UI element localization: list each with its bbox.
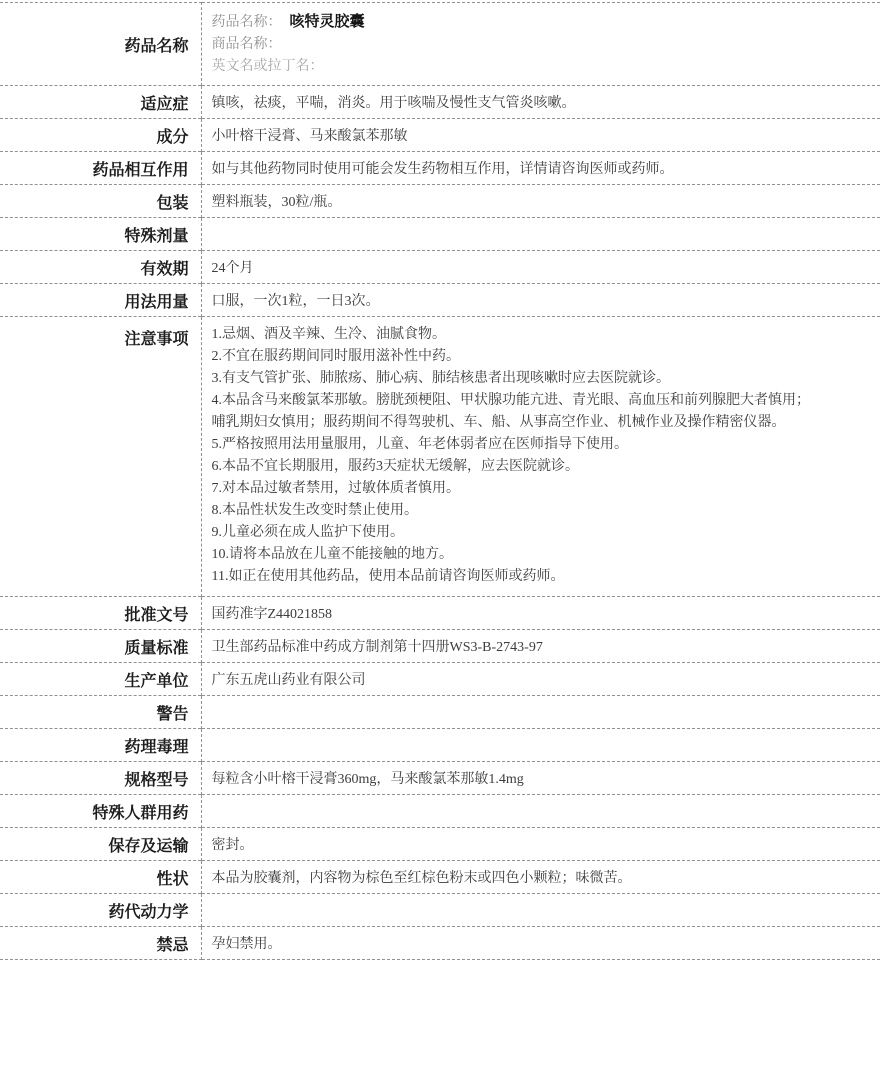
precaution-item: 7.对本品过敏者禁用，过敏体质者慎用。 bbox=[211, 481, 460, 496]
row-label: 特殊人群用药 bbox=[0, 795, 201, 828]
trade-name-line: 商品名称： bbox=[211, 36, 282, 52]
row-label: 药理毒理 bbox=[0, 729, 201, 762]
row-label: 质量标准 bbox=[0, 630, 201, 663]
row-manufacturer bbox=[0, 663, 880, 696]
row-storage-transport bbox=[0, 828, 880, 861]
row-label: 适应症 bbox=[0, 86, 201, 119]
row-value: 24个月 bbox=[201, 251, 880, 284]
row-value: 国药准字Z44021858 bbox=[201, 597, 880, 630]
row-contraindications bbox=[0, 927, 880, 960]
precautions-list bbox=[212, 324, 812, 588]
row-value: 卫生部药品标准中药成方制剂第十四册WS3-B-2743-97 bbox=[201, 630, 880, 663]
row-pharmacology-toxicology bbox=[0, 729, 880, 762]
precaution-item: 2.不宜在服药期间同时服用滋补性中药。 bbox=[211, 349, 460, 364]
precaution-item: 8.本品性状发生改变时禁止使用。 bbox=[211, 503, 418, 518]
row-specification bbox=[0, 762, 880, 795]
row-label: 用法用量 bbox=[0, 284, 201, 317]
row-approval-number bbox=[0, 597, 880, 630]
row-pharmacokinetics bbox=[0, 894, 880, 927]
row-label: 药品名称 bbox=[0, 3, 201, 86]
row-label: 批准文号 bbox=[0, 597, 201, 630]
row-value: 每粒含小叶榕干浸膏360mg，马来酸氯苯那敏1.4mg bbox=[201, 762, 880, 795]
precaution-item: 11.如正在使用其他药品，使用本品前请咨询医师或药师。 bbox=[211, 569, 565, 584]
row-value bbox=[201, 696, 880, 729]
row-label: 药代动力学 bbox=[0, 894, 201, 927]
drug-name-line bbox=[212, 11, 871, 34]
row-indications bbox=[0, 86, 880, 119]
row-packaging bbox=[0, 185, 880, 218]
drug-name-value: 咳特灵胶囊 bbox=[289, 13, 365, 30]
row-value bbox=[201, 317, 880, 597]
row-value bbox=[201, 894, 880, 927]
row-special-population bbox=[0, 795, 880, 828]
row-dosage-usage bbox=[0, 284, 880, 317]
row-label: 保存及运输 bbox=[0, 828, 201, 861]
row-drug-interactions bbox=[0, 152, 880, 185]
row-warning bbox=[0, 696, 880, 729]
row-label: 禁忌 bbox=[0, 927, 201, 960]
row-label: 成分 bbox=[0, 119, 201, 152]
row-description bbox=[0, 861, 880, 894]
precaution-item: 4.本品含马来酸氯苯那敏。膀胱颈梗阻、甲状腺功能亢进、青光眼、高血压和前列腺肥大者慎用；哺乳期妇女慎用；服药期间不得驾驶机、车、船、从事高空作业、机械作业及操作精密仪器。 bbox=[211, 393, 810, 430]
row-precautions bbox=[0, 317, 880, 597]
precaution-item: 5.严格按照用法用量服用，儿童、年老体弱者应在医师指导下使用。 bbox=[211, 437, 628, 452]
row-value bbox=[201, 795, 880, 828]
row-validity-period bbox=[0, 251, 880, 284]
drug-name-prefix: 药品名称： bbox=[211, 14, 282, 30]
row-value bbox=[201, 218, 880, 251]
row-value: 小叶榕干浸膏、马来酸氯苯那敏 bbox=[201, 119, 880, 152]
row-label: 警告 bbox=[0, 696, 201, 729]
precaution-item: 10.请将本品放在儿童不能接触的地方。 bbox=[211, 547, 453, 562]
precaution-item: 6.本品不宜长期服用，服药3天症状无缓解，应去医院就诊。 bbox=[211, 459, 579, 474]
row-value: 本品为胶囊剂，内容物为棕色至红棕色粉末或四色小颗粒；味微苦。 bbox=[201, 861, 880, 894]
row-quality-standard bbox=[0, 630, 880, 663]
row-label: 性状 bbox=[0, 861, 201, 894]
row-value bbox=[201, 3, 880, 86]
row-value: 密封。 bbox=[201, 828, 880, 861]
row-label: 生产单位 bbox=[0, 663, 201, 696]
row-value: 孕妇禁用。 bbox=[201, 927, 880, 960]
row-value: 如与其他药物同时使用可能会发生药物相互作用，详情请咨询医师或药师。 bbox=[201, 152, 880, 185]
precaution-item: 1.忌烟、酒及辛辣、生冷、油腻食物。 bbox=[211, 327, 446, 342]
row-label: 包装 bbox=[0, 185, 201, 218]
precaution-item: 3.有支气管扩张、肺脓疡、肺心病、肺结核患者出现咳嗽时应去医院就诊。 bbox=[211, 371, 670, 386]
row-label: 有效期 bbox=[0, 251, 201, 284]
row-label: 注意事项 bbox=[0, 317, 201, 597]
row-value bbox=[201, 729, 880, 762]
precaution-item: 9.儿童必须在成人监护下使用。 bbox=[211, 525, 404, 540]
row-value: 镇咳，祛痰，平喘，消炎。用于咳喘及慢性支气管炎咳嗽。 bbox=[201, 86, 880, 119]
row-drug-name bbox=[0, 3, 880, 86]
row-label: 特殊剂量 bbox=[0, 218, 201, 251]
row-value: 广东五虎山药业有限公司 bbox=[201, 663, 880, 696]
drug-info-table bbox=[0, 2, 880, 960]
row-special-dosage bbox=[0, 218, 880, 251]
row-ingredients bbox=[0, 119, 880, 152]
row-label: 规格型号 bbox=[0, 762, 201, 795]
row-value: 塑料瓶装，30粒/瓶。 bbox=[201, 185, 880, 218]
latin-name-line: 英文名或拉丁名： bbox=[211, 58, 324, 74]
row-label: 药品相互作用 bbox=[0, 152, 201, 185]
row-value: 口服，一次1粒，一日3次。 bbox=[201, 284, 880, 317]
